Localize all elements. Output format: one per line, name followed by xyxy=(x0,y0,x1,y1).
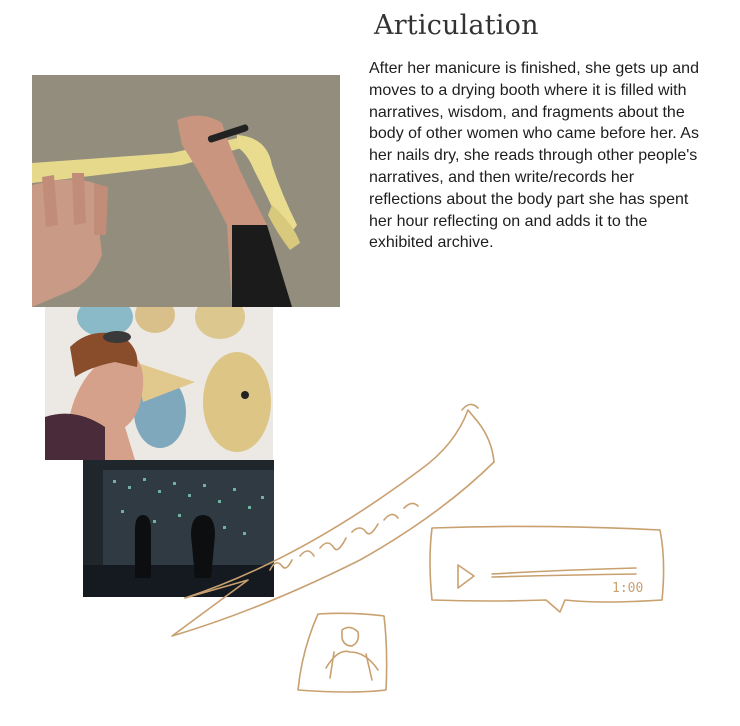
play-icon xyxy=(458,565,474,588)
ribbon-writing-photo xyxy=(32,75,340,307)
cone-installation-photo xyxy=(45,307,273,460)
audio-player-sketch xyxy=(430,526,664,612)
body-paragraph: After her manicure is finished, she gets up and moves to a drying booth where it is filled with narratives, wisdom, and fragments about the body of other women who came before her. As her nails dry, she reads through other people's narratives, and then write/records her reflections about the body part she has spent her hour reflecting on and adds it to the exhibited archive. xyxy=(369,60,699,252)
dark-gallery-photo xyxy=(83,460,274,597)
audio-timestamp: 1:00 xyxy=(612,581,644,596)
page-title: Articulation xyxy=(374,10,539,41)
portrait-card-sketch xyxy=(298,613,387,692)
